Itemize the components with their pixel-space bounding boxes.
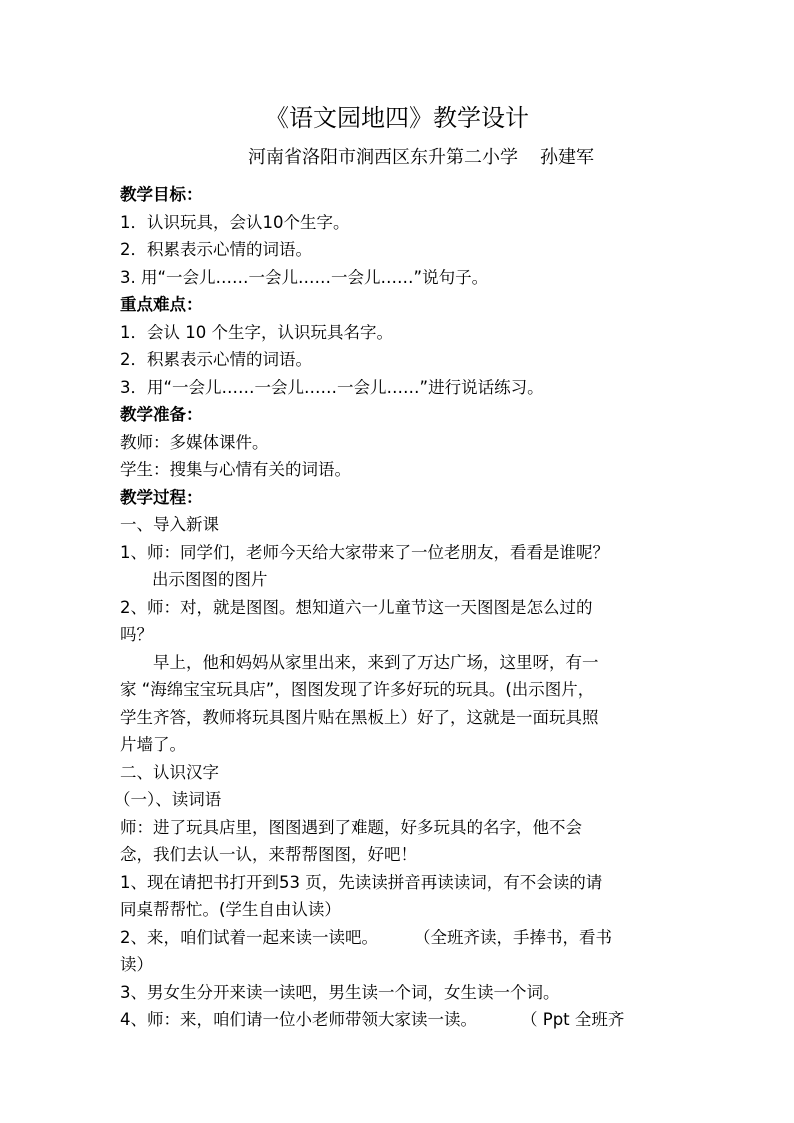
process-p2-line2: 吗？ xyxy=(120,625,153,644)
process-step4-note: （ Ppt 全班齐 xyxy=(521,1010,625,1029)
process-step2-line1 xyxy=(120,924,690,952)
process-step1-line1: 1、现在请把书打开到53 页，先读读拼音再读读词，有不会读的请 xyxy=(120,872,603,892)
author-line xyxy=(248,143,594,173)
process-teacher-line1: 师：进了玩具店里，图图遇到了难题，好多玩具的名字，他不会 xyxy=(120,817,582,837)
process-p1-line2: 出示图图的图片 xyxy=(152,570,268,589)
preparation-heading: 教学准备： xyxy=(120,405,203,424)
process-p1-line1: 1、师：同学们，老师今天给大家带来了一位老朋友，看看是谁呢？ xyxy=(120,542,609,562)
process-part1-title: 一、导入新课 xyxy=(120,515,219,534)
key-points-item-2: 2．积累表示心情的词语。 xyxy=(120,350,312,369)
document-title: 《语文园地四》教学设计 xyxy=(265,104,529,132)
process-story-line4: 片墙了。 xyxy=(120,735,186,754)
author-name: 孙建军 xyxy=(540,147,594,168)
process-story-line2: 家 “海绵宝宝玩具店”，图图发现了许多好玩的玩具。(出示图片， xyxy=(120,680,595,699)
key-points-heading: 重点难点： xyxy=(120,295,203,314)
preparation-student: 学生：搜集与心情有关的词语。 xyxy=(120,460,351,479)
process-story-line1: 早上，他和妈妈从家里出来，来到了万达广场，这里呀，有一 xyxy=(153,652,599,672)
process-step3-line1: 3、男女生分开来读一读吧，男生读一个词，女生读一个词。 xyxy=(120,982,560,1002)
process-step2-note: （全班齐读，手捧书，看书 xyxy=(414,927,612,947)
process-sub1-title: （一）、读词语 xyxy=(114,790,222,809)
process-step1-line2: 同桌帮帮忙。(学生自由认读） xyxy=(120,900,341,919)
process-story-line3: 学生齐答，教师将玩具图片贴在黑板上）好了，这就是一面玩具照 xyxy=(120,707,599,727)
process-p2-line1: 2、师：对，就是图图。想知道六一儿童节这一天图图是怎么过的 xyxy=(120,597,593,617)
process-heading: 教学过程： xyxy=(120,487,203,507)
key-points-item-3: 3．用“一会儿……一会儿……一会儿……”进行说话练习。 xyxy=(120,377,544,397)
document-body xyxy=(114,181,690,1034)
key-points-item-1: 1．会认 10 个生字，认识玩具名字。 xyxy=(120,322,393,342)
process-step4-line1 xyxy=(120,1006,690,1034)
goals-heading: 教学目标： xyxy=(120,185,203,204)
goals-item-3: 3. 用“一会儿……一会儿……一会儿……”说句子。 xyxy=(120,267,489,287)
author-school: 河南省洛阳市涧西区东升第二小学 xyxy=(248,147,518,168)
process-teacher-line2: 念，我们去认一认，来帮帮图图，好吧！ xyxy=(120,845,417,864)
goals-item-1: 1．认识玩具，会认10个生字。 xyxy=(120,212,350,232)
preparation-teacher: 教师：多媒体课件。 xyxy=(120,432,269,452)
process-step4-text: 4、师：来，咱们请一位小老师带领大家读一读。 xyxy=(120,1010,477,1029)
process-part2-title: 二、认识汉字 xyxy=(120,762,219,782)
process-step2-line2: 读） xyxy=(120,955,153,974)
process-step2-text: 2、来，咱们试着一起来读一读吧。 xyxy=(120,927,378,947)
goals-item-2: 2．积累表示心情的词语。 xyxy=(120,240,312,259)
